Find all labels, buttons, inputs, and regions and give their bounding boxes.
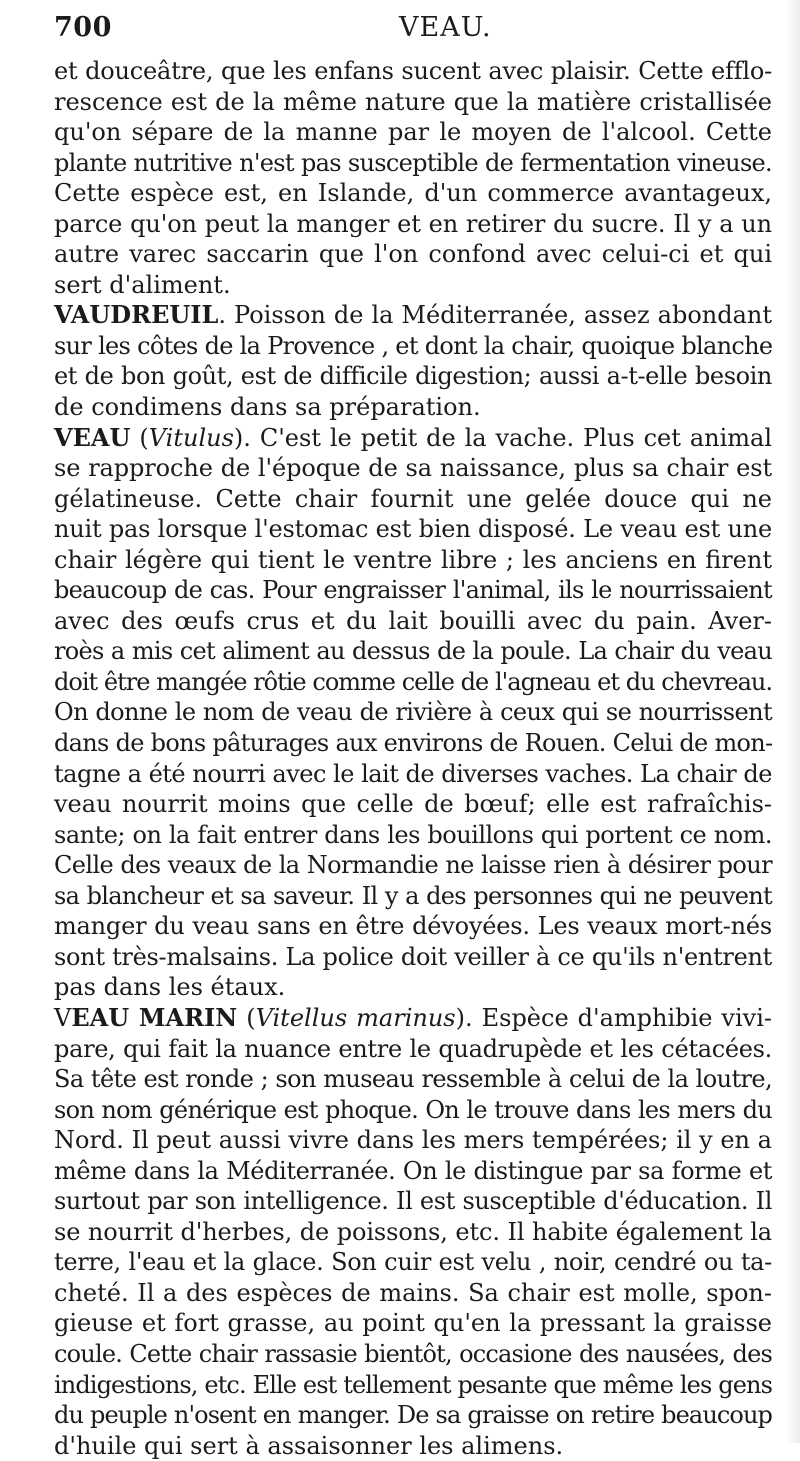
- text-line: sur les côtes de la Provence , et dont la chair, quoique blanche: [54, 331, 773, 360]
- entry-text: . Poisson de la Méditerranée, assez abondant: [218, 301, 772, 330]
- entry-headword: EAU MARIN: [71, 1002, 238, 1032]
- text-line: et de bon goût, est de difficile digestion; aussi a-t-elle besoin: [54, 362, 772, 391]
- entry-text: ). Espèce d'amphibie vivi-: [455, 1003, 772, 1032]
- text-line: terre, l'eau et la glace. Son cuir est velu , noir, cendré ou ta-: [54, 1248, 772, 1277]
- entry-headword: VAUDREUIL: [54, 300, 219, 330]
- latin-name: Vitellus marinus: [255, 1003, 456, 1032]
- text-line: indigestions, etc. Elle est tellement pesante que même les gens: [54, 1370, 772, 1399]
- running-head: VEAU.: [399, 12, 492, 43]
- text-line: sert d'aliment.: [54, 270, 231, 299]
- page-number: 700: [54, 12, 112, 43]
- text-line: son nom générique est phoque. On le trouve dans les mers du: [54, 1095, 772, 1124]
- text-line: chair légère qui tient le ventre libre ; les anciens en firent: [54, 545, 772, 574]
- text-line: plante nutritive n'est pas susceptible de fermentation vineuse.: [54, 148, 772, 177]
- text-line: Celle des veaux de la Normandie ne laisse rien à désirer pour: [54, 851, 772, 880]
- text-line: pare, qui fait la nuance entre le quadrupède et les cétacées.: [54, 1034, 772, 1063]
- page-header: [54, 12, 614, 52]
- text-line: rescence est de la même nature que la matière cristallisée: [54, 87, 772, 116]
- entry-veau-marin-first-line: [54, 1003, 772, 1034]
- text-line: doit être mangée rôtie comme celle de l'agneau et du chevreau.: [54, 667, 772, 696]
- text-line: dans de bons pâturages aux environs de Rouen. Celui de mon-: [54, 729, 773, 758]
- latin-name: Vitulus: [148, 423, 234, 452]
- text-line: se nourrit d'herbes, de poissons, etc. Il habite également la: [54, 1217, 772, 1246]
- text-line: tagne a été nourri avec le lait de diverses vaches. La chair de: [54, 759, 772, 788]
- page-edge-shadow: [786, 0, 800, 1443]
- text-line: gélatineuse. Cette chair fournit une gelée douce qui ne: [54, 484, 772, 513]
- text-line: autre varec saccarin que l'on confond avec celui-ci et qui: [54, 240, 772, 269]
- text-line: Cette espèce est, en Islande, d'un commerce avantageux,: [54, 179, 772, 208]
- entry-headword: VEAU: [54, 422, 131, 452]
- text-line: veau nourrit moins que celle de bœuf; elle est rafraîchis-: [54, 790, 772, 819]
- text-line: On donne le nom de veau de rivière à ceux qui se nourrissent: [54, 698, 772, 727]
- text-line: du peuple n'osent en manger. De sa graisse on retire beaucoup: [54, 1401, 772, 1430]
- entry-veau-first-line: [54, 423, 772, 454]
- text-line: surtout par son intelligence. Il est susceptible d'éducation. Il: [54, 1187, 772, 1216]
- text-line: avec des œufs crus et du lait bouilli avec du pain. Aver-: [54, 606, 772, 635]
- text-line: qu'on sépare de la manne par le moyen de l'alcool. Cette: [54, 118, 772, 147]
- text-line: beaucoup de cas. Pour engraisser l'animal, ils le nourrissaient: [54, 576, 772, 605]
- body-text: [54, 56, 772, 1461]
- entry-vaudreuil-first-line: [54, 300, 772, 331]
- entry-headword-initial: V: [54, 1003, 72, 1032]
- text-line: gieuse et fort grasse, au point qu'en la pressant la graisse: [54, 1309, 772, 1338]
- text-line: et douceâtre, que les enfans sucent avec plaisir. Cette efflo-: [54, 57, 772, 85]
- text-line: sa blancheur et sa saveur. Il y a des personnes qui ne peuvent: [54, 881, 772, 910]
- text-line: cheté. Il a des espèces de mains. Sa chair est molle, spon-: [54, 1278, 772, 1307]
- text-line: parce qu'on peut la manger et en retirer du sucre. Il y a un: [54, 209, 772, 238]
- text-line: pas dans les étaux.: [54, 973, 286, 1002]
- text-line: sante; on la fait entrer dans les bouillons qui portent ce nom.: [54, 820, 772, 849]
- text-line: Nord. Il peut aussi vivre dans les mers tempérées; il y en a: [54, 1126, 772, 1155]
- text-line: coule. Cette chair rassasie bientôt, occasione des nausées, des: [54, 1339, 772, 1368]
- text-line: même dans la Méditerranée. On le distingue par sa forme et: [54, 1156, 772, 1185]
- text-line: d'huile qui sert à assaisonner les alimens.: [54, 1431, 564, 1460]
- paren-open: (: [130, 423, 149, 452]
- text-line: sont très-malsains. La police doit veiller à ce qu'ils n'entrent: [54, 942, 772, 971]
- paren-open: (: [237, 1003, 256, 1032]
- entry-text: ). C'est le petit de la vache. Plus cet animal: [233, 423, 772, 452]
- text-line: nuit pas lorsque l'estomac est bien disposé. Le veau est une: [54, 515, 772, 544]
- text-line: se rapproche de l'époque de sa naissance, plus sa chair est: [54, 454, 772, 483]
- text-line: roès a mis cet aliment au dessus de la poule. La chair du veau: [54, 637, 772, 666]
- text-line: Sa tête est ronde ; son museau ressemble à celui de la loutre,: [54, 1065, 772, 1094]
- text-line: manger du veau sans en être dévoyées. Les veaux mort-nés: [54, 912, 772, 941]
- text-line: de condimens dans sa préparation.: [54, 393, 481, 422]
